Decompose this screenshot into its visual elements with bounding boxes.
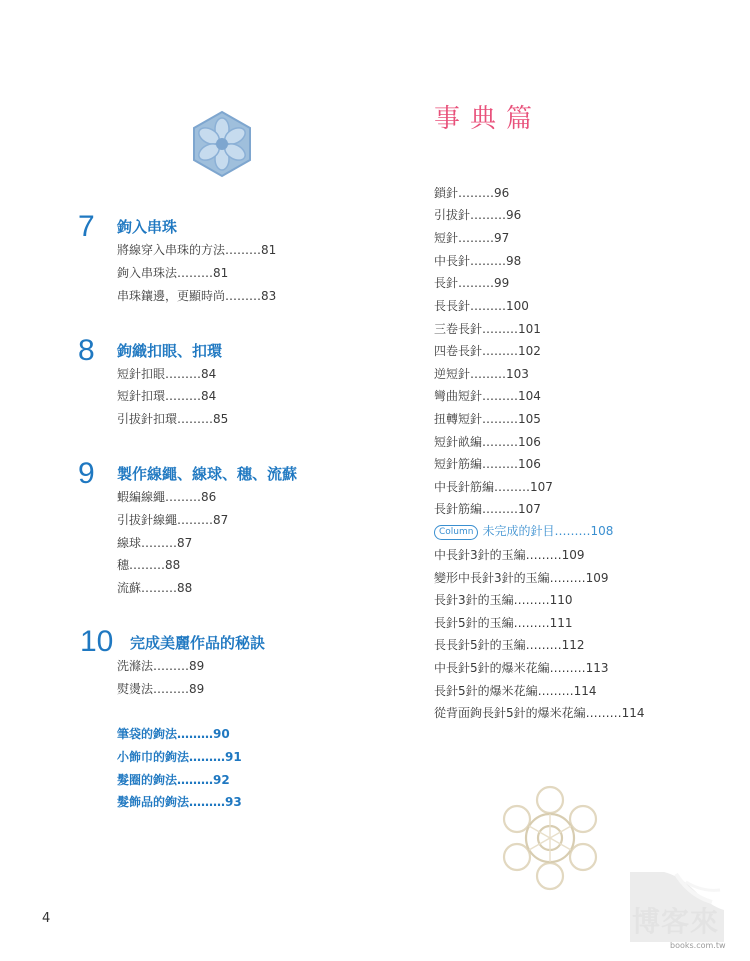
- dictionary-item: 扭轉短針………105: [434, 412, 541, 426]
- lace-doily-image: [492, 784, 608, 892]
- dictionary-item: 變形中長針3針的玉編………109: [434, 571, 609, 585]
- toc-item: 線球………87: [117, 536, 193, 550]
- toc-item: 短針扣環………84: [117, 389, 217, 403]
- toc-item: 流蘇………88: [117, 581, 193, 595]
- section-10-title: 完成美麗作品的秘訣: [130, 634, 266, 652]
- dictionary-item: 中長針………98: [434, 254, 522, 268]
- dictionary-item: 彎曲短針………104: [434, 389, 541, 403]
- watermark-text: 博客來: [632, 905, 720, 938]
- dictionary-item: 中長針3針的玉編………109: [434, 548, 585, 562]
- dictionary-item: 短針筋編………106: [434, 457, 541, 471]
- column-badge: Column: [434, 525, 478, 540]
- toc-item: 將線穿入串珠的方法………81: [117, 243, 277, 257]
- toc-item: 串珠鑲邊，更顯時尚………83: [117, 289, 277, 303]
- project-item: 小飾巾的鉤法………91: [117, 750, 242, 764]
- section-7-number: 7: [78, 210, 95, 243]
- project-item: 筆袋的鉤法………90: [117, 727, 230, 741]
- dictionary-item: 長針5針的爆米花編………114: [434, 684, 597, 698]
- toc-item: 洗滌法………89: [117, 659, 205, 673]
- page-number: 4: [42, 911, 51, 926]
- dictionary-item: 中長針5針的爆米花編………113: [434, 661, 609, 675]
- dictionary-item: 短針畝編………106: [434, 435, 541, 449]
- dictionary-item: 長針5針的玉編………111: [434, 616, 573, 630]
- dictionary-item: 四卷長針………102: [434, 344, 541, 358]
- dictionary-item: 短針………97: [434, 231, 510, 245]
- toc-item: 短針扣眼………84: [117, 367, 217, 381]
- section-8-number: 8: [78, 334, 95, 367]
- dictionary-item: 鎖針………96: [434, 186, 510, 200]
- section-8-title: 鉤織扣眼、扣環: [117, 342, 223, 360]
- project-item: 髮飾品的鉤法………93: [117, 795, 242, 809]
- dictionary-item: 逆短針………103: [434, 367, 529, 381]
- project-item: 髮圈的鉤法………92: [117, 773, 230, 787]
- watermark-url: books.com.tw: [670, 941, 726, 950]
- dictionary-item: 長針3針的玉編………110: [434, 593, 573, 607]
- dictionary-item: 引拔針………96: [434, 208, 522, 222]
- dictionary-item: 長長針………100: [434, 299, 529, 313]
- toc-item: 引拔針扣環………85: [117, 412, 229, 426]
- dictionary-item: 長長針5針的玉編………112: [434, 638, 585, 652]
- column-item: [434, 524, 613, 540]
- toc-item: 引拔針線繩………87: [117, 513, 229, 527]
- dictionary-item: 從背面鉤長針5針的爆米花編………114: [434, 706, 645, 720]
- section-7-title: 鉤入串珠: [117, 218, 178, 236]
- dictionary-item: 中長針筋編………107: [434, 480, 553, 494]
- blue-crochet-flower-image: [184, 110, 260, 178]
- column-text: 未完成的針目………108: [482, 524, 614, 538]
- dictionary-item: 長針………99: [434, 276, 510, 290]
- toc-item: 蝦編線繩………86: [117, 490, 217, 504]
- section-9-number: 9: [78, 457, 95, 490]
- section-10-number: 10: [80, 625, 114, 658]
- dictionary-item: 三卷長針………101: [434, 322, 541, 336]
- toc-item: 穗………88: [117, 558, 181, 572]
- dictionary-item: 長針筋編………107: [434, 502, 541, 516]
- toc-item: 熨燙法………89: [117, 682, 205, 696]
- toc-item: 鉤入串珠法………81: [117, 266, 229, 280]
- dictionary-title: 事典篇: [434, 104, 543, 134]
- section-9-title: 製作線繩、線球、穗、流蘇: [117, 465, 298, 483]
